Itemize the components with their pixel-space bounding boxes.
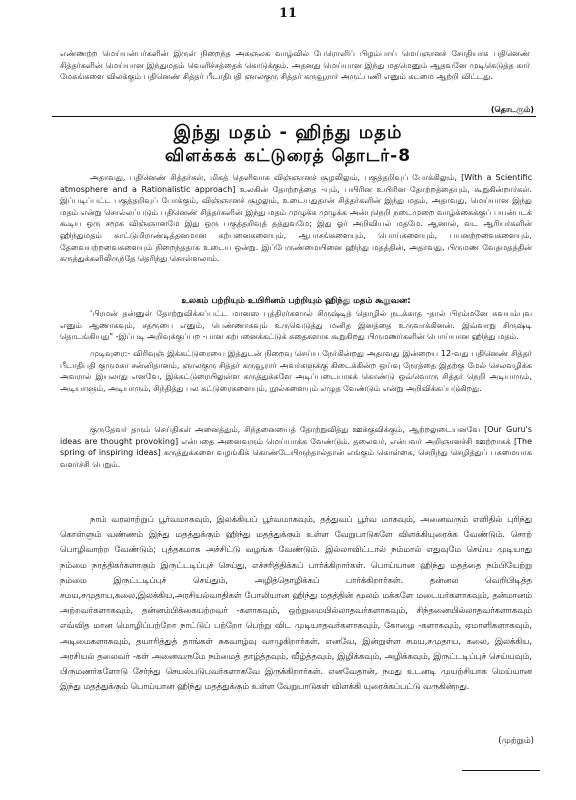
bottom-divider <box>462 770 540 771</box>
continued-marker: (தொடரும்) <box>490 105 534 114</box>
section-divider <box>52 116 536 117</box>
end-marker: (முற்றும்) <box>498 736 534 746</box>
conclusion-paragraph: முடிவுரை:- விரிவுஞ் இக்கட்டுரையை இத்துடன் நிறைவு செய்ய நேர்கின்றது அதாவது இன்றைய 12-வது பதினெண் சித்தர் பீடாதிபதி குருமகா சன்னிதானம், ஞாலகுரு சித்தர் கருவூரார் அவர்களுக்கு கிடைக்கின்ற ஒய்வு நேரத்தை இதற்கு மேல் செலவழிக்க அவரால் இயலாது எனவே, இக்கட்டுரையிலுள்ள கருத்துக்களே அடிப்படையாகக் கொண்டு ஒவ்வொரு சித்தர் நெறி அடியாரும், அடியாளும், அடியாரும், சிந்தித்து பல கட்டுரைகளையும், நூல்களையும் எழுத வேண்டும் என்று அறிவிக்கப்படுகிறது. <box>60 349 532 393</box>
body-paragraph-5: நாம் வரலாற்றுப் பூர்வமாகவும், இலக்கியப் பூர்வமாகவும், தத்துவப் பூர்வ மாகவும், அனைவரும் எளிதில் புரிந்து கொள்ளும் வண்ணம் இந்து மதத்துக்கும் ஹிந்து மதத்துக்கும் உள்ள வேறுபாடுகளே விளக்கியுரைக்க வேண்டும். சொற் பொழிவாற்ற வேண்டும்; புத்தகமாக அச்சிட்டு வழங்க வேண்டும். இல்லாவிட்டால் நம்மால் எதுவுமே செய்ய முடியாது நம்மை நாத்திகர்களாகும் இருட்டடிப்புச் செய்து, எச்சரித்திக்கப் பார்க்கிறார்கள். பொய்யான ஹிந்து மதத்தை நம்பியேற்று நம்மை இருட்டடிப்புச் செய்தும், அழித்தொழிக்கப் பார்க்கிறார்கள். தன்னல வெறிபிடித்த சமய,சமுதாய,கலை,இலக்கிய,அரசியல்வாதிகள் போலியான ஹிந்து மதத்தின் மூலம் மக்களே மடையர்களாகவும், தன்மானம் அற்றவர்களாகவும், தன்னம்பிக்கையற்றவர் -களாகவும், ஒற்றுமையில்லாதவர்களாகவும், சிந்தனையில்லாதவர்களாகவும் எவ்வித மான மொழிப்பற்றோ நாட்டுப் பற்றோ பெற்று விட முடியாதவர்களாகவும், கோழை -களாகவும், ஏமாளிகளாகவும், அடிமைகளாகவும், தயாரித்துத் தாங்கள் சுகவாழ்வு வாழுகிறார்கள். எனவே, இன்றுள்ள சமய,சமுதாய, கலை, இலக்கிய, அரசியல் தலைவர் -கள் அனைவருமே நம்மைத் தாழ்த்தவும், வீழ்த்தவும், இழிக்கவும், அழிக்கவும், இருட்டடிப்புச் செய்யவும், பிருமணர்களோடு சேர்ந்து செயல்படுபவர்களாகவே இருக்கிறார்கள். எனவேதான், நமது உடனடி முயற்சியாக மெய்யான இந்து மதத்துக்கும் பொய்யான ஹிந்து மதத்துக்கும் உள்ள வேறுபாடுகள் விளக்கி யுரைக்கப்பட்டு வருகின்றது. <box>60 514 532 692</box>
continued-paragraph: எண்ணற்ற மெய்யன்பர்களின் இருள் நிறைந்த அகஞலக வாழ்வில் பேரொளிப் பிழம்பாய் மெய்ஞானச் சோதியாக பதினெண் சித்தர்களின் மெய்யான இந்துமதம் வெளிச்சத்தைக் கொடுக்கும். அதனது மெய்யான இந்து மதமெனும் ஆதவனே முடிகெடுத்த கார் மேகங்களை விலக்கும் பதினெண் சித்தர் பீடாதிபதி ஞாலகுரு சித்தர் கருவூரார் அருட்பணி எனும் கடமை ஆற்றி விட்டது. <box>60 49 530 81</box>
article-title: இந்து மதம் - ஹிந்து மதம் <box>173 122 403 143</box>
body-paragraph-1: அதாவது, பதினெண் சித்தர்கள், மிகத் தெளிவாக விஞ்ஞானச் சூழலிலும், பகுத்தறிவுப் போக்கிலும், [With a Scientific atmosphere and a Rationalistic approach] உலகின் தோற்றத்தை -யும், பயிரின உயிரின தோற்றத்தையும், கூறுகின்றார்கள். இப்படிப்பட்ட பகுத்தறிவுப் போக்கும், விஞ்ஞானச் சூழலும், உடையதுதான் சித்தர்களின் இந்து மதம், அதாவது, மெய்யான இந்து மதம் என்று சொல்லப்படும் பதினெண் சித்தர்களின் இந்து மதம் முழுக்க முழுக்க அன்புநெறி நடைமுறை வாழ்க்கைக்குப் பயன்படக் கூடிய ஒரு சமூக விஞ்ஞானமே இது ஒரு பகுத்தறிவுத் தத்துவமே; இது ஓர் அறிவியல் மதமே. ஆனால், வட ஆரியர்களின் ஹிந்துமதம் காட்டுமிராண்டித்தனமான கற்பனைகளையும், ஆபாசங்களையும், பொய்களையும், பயனற்றவைகளையும், தேவையற்றவைகளையும் நிறைந்ததாக உடைய ஒன்று. இப்பேருண்மையினை ஹிந்து மதத்தின், அதாவது, பிருமண வேதமதத்தின் கருத்துக்களிலிருந்தே தெரிந்து கொள்ளலாம். <box>60 173 532 264</box>
page-number: 11 <box>278 6 298 21</box>
article-subtitle: விளக்கக் கட்டுரைத் தொடர்-8 <box>164 146 412 166</box>
body-paragraph-4: குருதேவர் தரும் செய்திகள் அனைத்தும், சிந்தனையைத் தோற்றுவித்து ஊக்குவிக்கும், ஆற்றலுடையனவே [Our Guru's ideas are thought provoking] என்பதை அனைவரும் மெய்யாக்க வேண்டும். தலைவர், என்பவர் அறிஞானச்சி ஊற்றாகக் [The spring of inspiring ideas] கருத்துக்களை வழங்கிக் கொண்டேயிருந்தால்தான் எங்கும் கொள்கை, செறிந்து செழித்துப் பசுமையாக வளர்ச்சி பெறும். <box>60 425 532 469</box>
section-heading: உலகம் பற்றியும் உயிரினம் பற்றியும் ஹிந்து மதம் கூறுவன: <box>181 296 411 306</box>
body-paragraph-2: 'பிரமன் தன்னுள் தோற்றுவிக்கப்பட்ட மானஸ புத்திரர்களால் சிருஷ்டித் தொழில் நடக்காத -தால் பிரம்மனே சுவயம்புவ எனும் ஆணாகவும், சதரூபை எனும், பெண்ணாகவும் உருவெடுத்து மனித இனத்தை உருவாக்கினன். இவ்வாறு சிருஷ்டி தொடங்கியது" -இப்படி அறிவுக்குப்பற -பான கற்பனைக்கட்டுக் கதைகளாக கூறுகிறது பிருமணர்களின் பொய்யான ஹிந்து மதம். <box>60 309 532 342</box>
